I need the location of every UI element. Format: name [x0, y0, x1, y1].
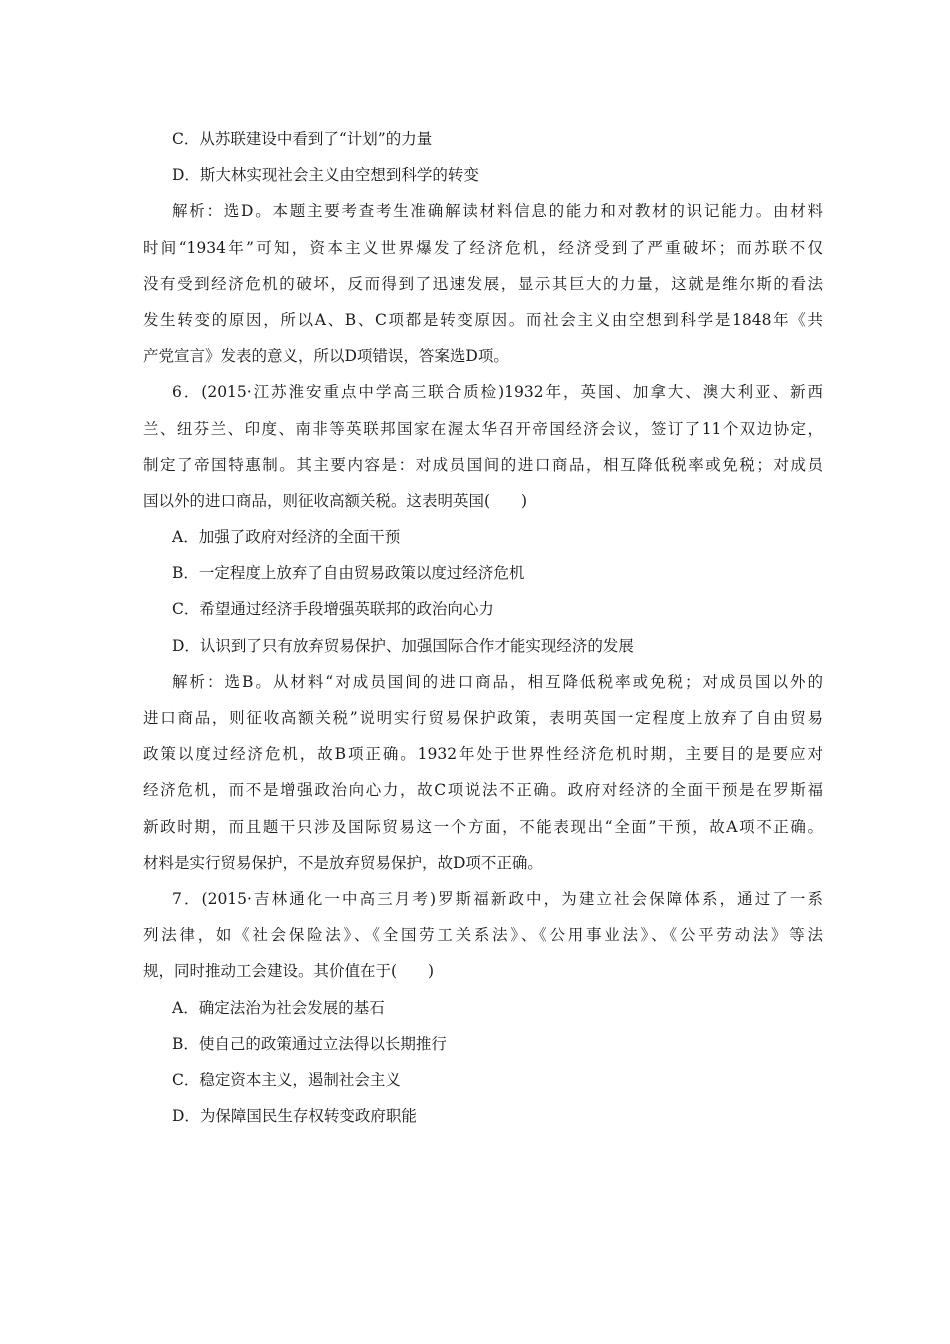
- q6-option-b: B．一定程度上放弃了自由贸易政策以度过经济危机: [172, 564, 525, 583]
- q5-analysis-line: 产党宣言》发表的意义，所以D项错误，答案选D项。: [143, 347, 509, 366]
- q6-analysis-line: 进口商品，则征收高额关税”说明实行贸易保护政策，表明英国一定程度上放弃了自由贸易: [143, 709, 823, 727]
- q6-stem-line: 6．(2015·江苏淮安重点中学高三联合质检)1932年，英国、加拿大、澳大利亚、新西: [172, 383, 823, 402]
- q6-stem-line: 国以外的进口商品，则征收高额关税。这表明英国( ): [143, 491, 528, 510]
- q6-analysis-line: 解析：选B。从材料“对成员国间的进口商品，相互降低税率或免税；对成员国以外的: [172, 672, 823, 691]
- q6-analysis-line: 新政时期，而且题干只涉及国际贸易这一个方面，不能表现出“全面”干预，故A项不正确。: [143, 817, 823, 836]
- q5-option-c: C．从苏联建设中看到了“计划”的力量: [172, 130, 433, 148]
- q5-option-d: D．斯大林实现社会主义由空想到科学的转变: [172, 166, 479, 185]
- q6-option-a: A．加强了政府对经济的全面干预: [172, 528, 401, 547]
- q5-analysis-line: 发生转变的原因，所以A、B、C项都是转变原因。而社会主义由空想到科学是1848年《共: [143, 310, 823, 329]
- q7-stem-line: 7．(2015·吉林通化一中高三月考)罗斯福新政中，为建立社会保障体系，通过了一系: [172, 889, 823, 908]
- q5-analysis-line: 没有受到经济危机的破坏，反而得到了迅速发展，显示其巨大的力量，这就是维尔斯的看法: [143, 274, 823, 293]
- q6-analysis-line: 材料是实行贸易保护，不是放弃贸易保护，故D项不正确。: [143, 853, 543, 872]
- q5-analysis-line: 时间“1934年”可知，资本主义世界爆发了经济危机，经济受到了严重破坏；而苏联不仅: [143, 238, 823, 257]
- q7-stem-line: 列法律，如《社会保险法》、《全国劳工关系法》、《公用事业法》、《公平劳动法》等法: [143, 926, 823, 945]
- q7-option-b: B．使自己的政策通过立法得以长期推行: [172, 1034, 447, 1053]
- q7-option-d: D．为保障国民生存权转变政府职能: [172, 1107, 417, 1126]
- q5-analysis-line: 解析：选D。本题主要考查考生准确解读材料信息的能力和对教材的识记能力。由材料: [172, 202, 823, 221]
- q6-analysis-line: 政策以度过经济危机，故B项正确。1932年处于世界性经济危机时期，主要目的是要应对: [143, 745, 823, 764]
- document-body: [143, 121, 823, 1134]
- q6-option-c: C．希望通过经济手段增强英联邦的政治向心力: [172, 600, 494, 619]
- q7-stem-line: 规，同时推动工会建设。其价值在于( ): [143, 962, 435, 981]
- q6-option-d: D．认识到了只有放弃贸易保护、加强国际合作才能实现经济的发展: [172, 636, 634, 655]
- q6-stem-line: 制定了帝国特惠制。其主要内容是：对成员国间的进口商品，相互降低税率或免税；对成员: [143, 455, 823, 474]
- q6-stem-line: 兰、纽芬兰、印度、南非等英联邦国家在渥太华召开帝国经济会议，签订了11个双边协定，: [143, 419, 823, 438]
- q7-option-c: C．稳定资本主义，遏制社会主义: [172, 1070, 401, 1089]
- q6-analysis-line: 经济危机，而不是增强政治向心力，故C项说法不正确。政府对经济的全面干预是在罗斯福: [143, 781, 823, 800]
- q7-option-a: A．确定法治为社会发展的基石: [172, 998, 385, 1017]
